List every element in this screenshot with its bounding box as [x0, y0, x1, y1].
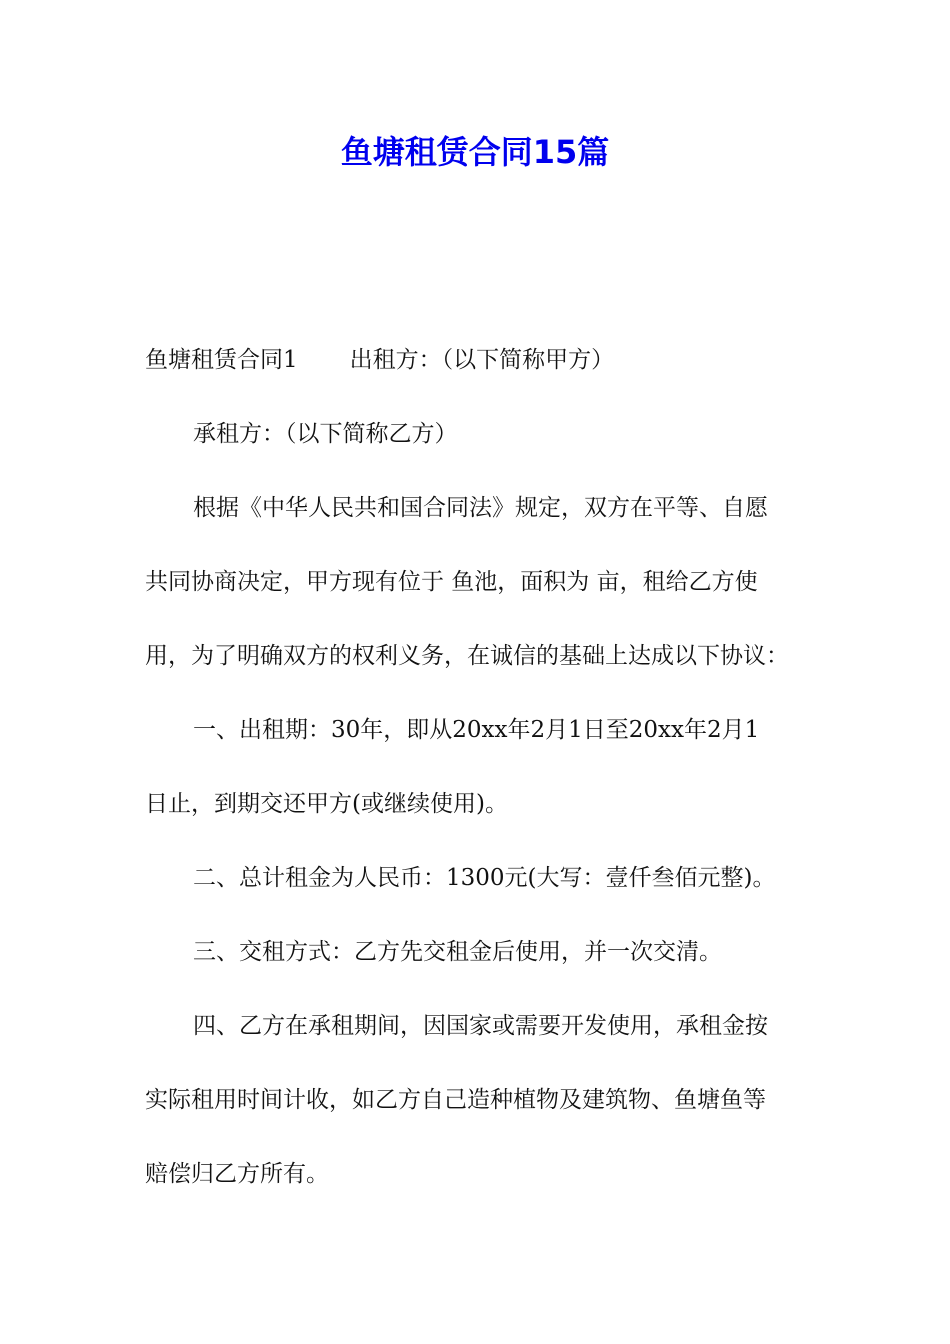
clause-4-line: 赔偿归乙方所有。 [145, 1161, 329, 1187]
contract-number-label: 鱼塘租赁合同1 [145, 347, 298, 373]
lessee-line: 承租方：（以下简称乙方） [193, 421, 458, 447]
lessor-label: 出租方：（以下简称甲方） [349, 347, 615, 373]
paragraph-line: 根据《中华人民共和国合同法》规定，双方在平等、自愿 [193, 495, 768, 521]
document-title: 鱼塘租赁合同15篇 [340, 133, 610, 171]
clause-3-line: 三、交租方式：乙方先交租金后使用，并一次交清。 [193, 939, 722, 965]
paragraph-line: 用，为了明确双方的权利义务，在诚信的基础上达成以下协议： [145, 643, 789, 669]
clause-1-line: 一、出租期：30年，即从20xx年2月1日至20xx年2月1 [193, 717, 760, 743]
clause-1-line: 日止，到期交还甲方(或继续使用)。 [145, 791, 508, 817]
clause-4-line: 实际租用时间计收，如乙方自己造种植物及建筑物、鱼塘鱼等 [145, 1087, 766, 1113]
clause-2-line: 二、总计租金为人民币：1300元(大写：壹仟叁佰元整)。 [193, 865, 776, 891]
paragraph-line: 共同协商决定，甲方现有位于 鱼池，面积为 亩，租给乙方使 [145, 569, 758, 595]
contract-body [145, 336, 810, 1224]
clause-4-line: 四、乙方在承租期间，因国家或需要开发使用，承租金按 [193, 1013, 768, 1039]
contract-heading-line [145, 336, 810, 410]
